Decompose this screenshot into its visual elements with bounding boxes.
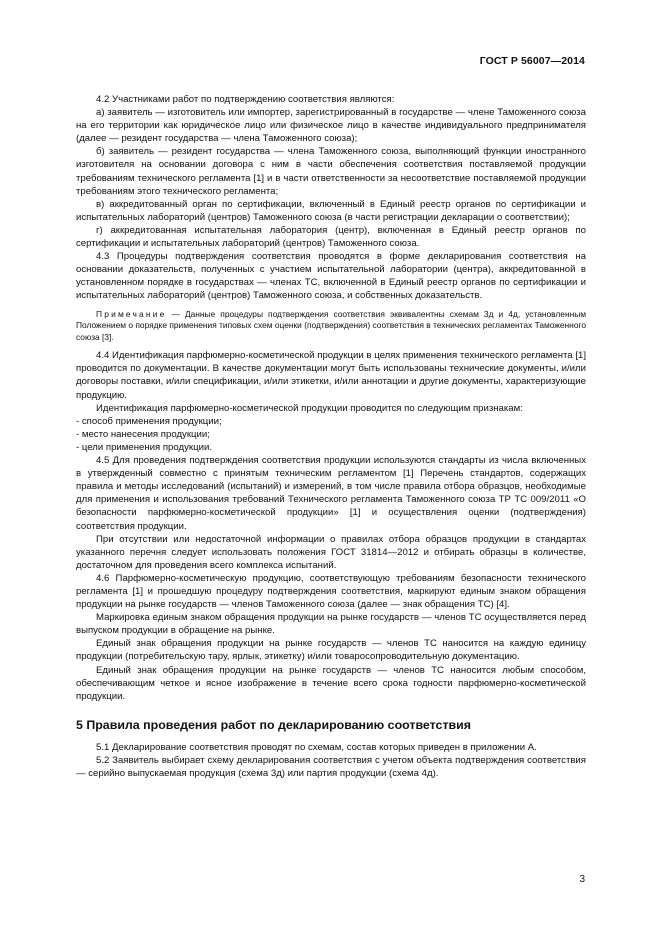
list-item: - место нанесения продукции; — [76, 428, 210, 440]
paragraph: Маркировка единым знаком обращения продукции на рынке государств — членов ТС осуществляется перед выпуском продукции в обращение на рынке. — [76, 612, 586, 637]
page-number: 3 — [579, 874, 585, 885]
paragraph: 4.3 Процедуры подтверждения соответствия проводятся в форме декларирования соответствия на основании доказательств, полученных с участием испытательной лаборатории (центра), аккредитованной в установленном порядке в государствах — членах ТС, включенной в Единый реестр органов по сертификации и испытательных лабораторий (центров) Таможенного союза, и собственных доказательств. — [76, 251, 586, 302]
paragraph: б) заявитель — резидент государства — члена Таможенного союза, выполняющий функции иностранного изготовителя на основании договора с ним в части обеспечения соответствия поставляемой продукции требованиям технического регламента [1] и в части ответственности за несоответствие поставляемой продукции требованиям этого технического регламента; — [76, 146, 586, 197]
note — [76, 309, 586, 344]
list-item: - способ применения продукции; — [76, 415, 222, 427]
paragraph: Единый знак обращения продукции на рынке государств — членов ТС наносится на каждую единицу продукции (потребительскую тару, ярлык, этикетку) и/или товаросопроводительную документацию. — [76, 638, 586, 663]
paragraph: 4.2 Участниками работ по подтверждению соответствия являются: — [96, 94, 395, 105]
document-body — [76, 93, 586, 780]
document-code: ГОСТ Р 56007—2014 — [479, 55, 585, 67]
paragraph: Идентификация парфюмерно-косметической продукции проводится по следующим признакам: — [96, 402, 523, 414]
paragraph: в) аккредитованный орган по сертификации, включенный в Единый реестр органов по сертификации и испытательных лабораторий (центров) Таможенного союза (в части регистрации декларации о соответствии); — [76, 198, 586, 223]
paragraph: г) аккредитованная испытательная лаборатория (центр), включенная в Единый реестр органов по сертификации и испытательных лабораторий (центров) Таможенного союза. — [76, 224, 586, 250]
paragraph: 4.6 Парфюмерно-косметическую продукцию, соответствующую требованиям безопасности технического регламента [1] и прошедшую процедуру подтверждения соответствия, маркируют единым знаком обращения продукции на рынке государств — членов Таможенного союза (далее — знак обращения ТС) [4]. — [76, 572, 586, 611]
paragraph: При отсутствии или недостаточной информации о правилах отбора образцов продукции в стандартах указанного перечня следует использовать положения ГОСТ 31814—2012 и отбирать образцы в количестве, достаточном для проведения всего комплекса испытаний. — [76, 533, 586, 571]
note-text: — Данные процедуры подтверждения соответствия эквивалентны схемам 3д и 4д, установленным Положением о порядке применения типовых схем оценки (подтверждения) соответствия в технических регламентах Таможенного союза [3]. — [76, 308, 586, 342]
list-item: - цели применения продукции. — [76, 441, 212, 453]
section-heading: 5 Правила проведения работ по декларированию соответствия — [76, 717, 471, 732]
paragraph: а) заявитель — изготовитель или импортер, зарегистрированный в государстве — члене Таможенного союза на его территории как юридическое лицо или физическое лицо в качестве индивидуального предпринимателя (далее — резидент государства — члена Таможенного союза); — [76, 107, 586, 145]
paragraph: 4.4 Идентификация парфюмерно-косметической продукции в целях применения технического регламента [1] проводится по документации. В качестве документации могут быть использованы технические документы, и/или договоры поставки, и/или спецификации, и/или этикетки, и/или аннотации и другие документы, характеризующие продукцию. — [76, 350, 586, 401]
paragraph: 5.1 Декларирование соответствия проводят по схемам, состав которых приведен в приложении А. — [96, 741, 537, 753]
paragraph: 4.5 Для проведения подтверждения соответствия продукции используются стандарты из числа включенных в утвержденный совместно с принятым техническим регламентом [1] Перечень стандартов, содержащих правила и методы исследований (испытаний) и измерений, в том числе правила отбора образцов, необходимые для применения и использования требований Технического регламента Таможенного союза ТР ТС 009/2011 «О безопасности парфюмерно-косметической продукции» [1] и осуществления оценки (подтверждения) соответствия продукции. — [76, 455, 586, 532]
note-label: Примечание — [96, 308, 167, 319]
paragraph: Единый знак обращения продукции на рынке государств — членов ТС наносится любым способом, обеспечивающим четкое и ясное изображение в течение всего срока годности парфюмерно-косметической продукции. — [76, 664, 586, 702]
paragraph: 5.2 Заявитель выбирает схему декларирования соответствия с учетом объекта подтверждения соответствия — серийно выпускаемая продукция (схема 3д) или партия продукции (схема 4д). — [76, 754, 586, 779]
